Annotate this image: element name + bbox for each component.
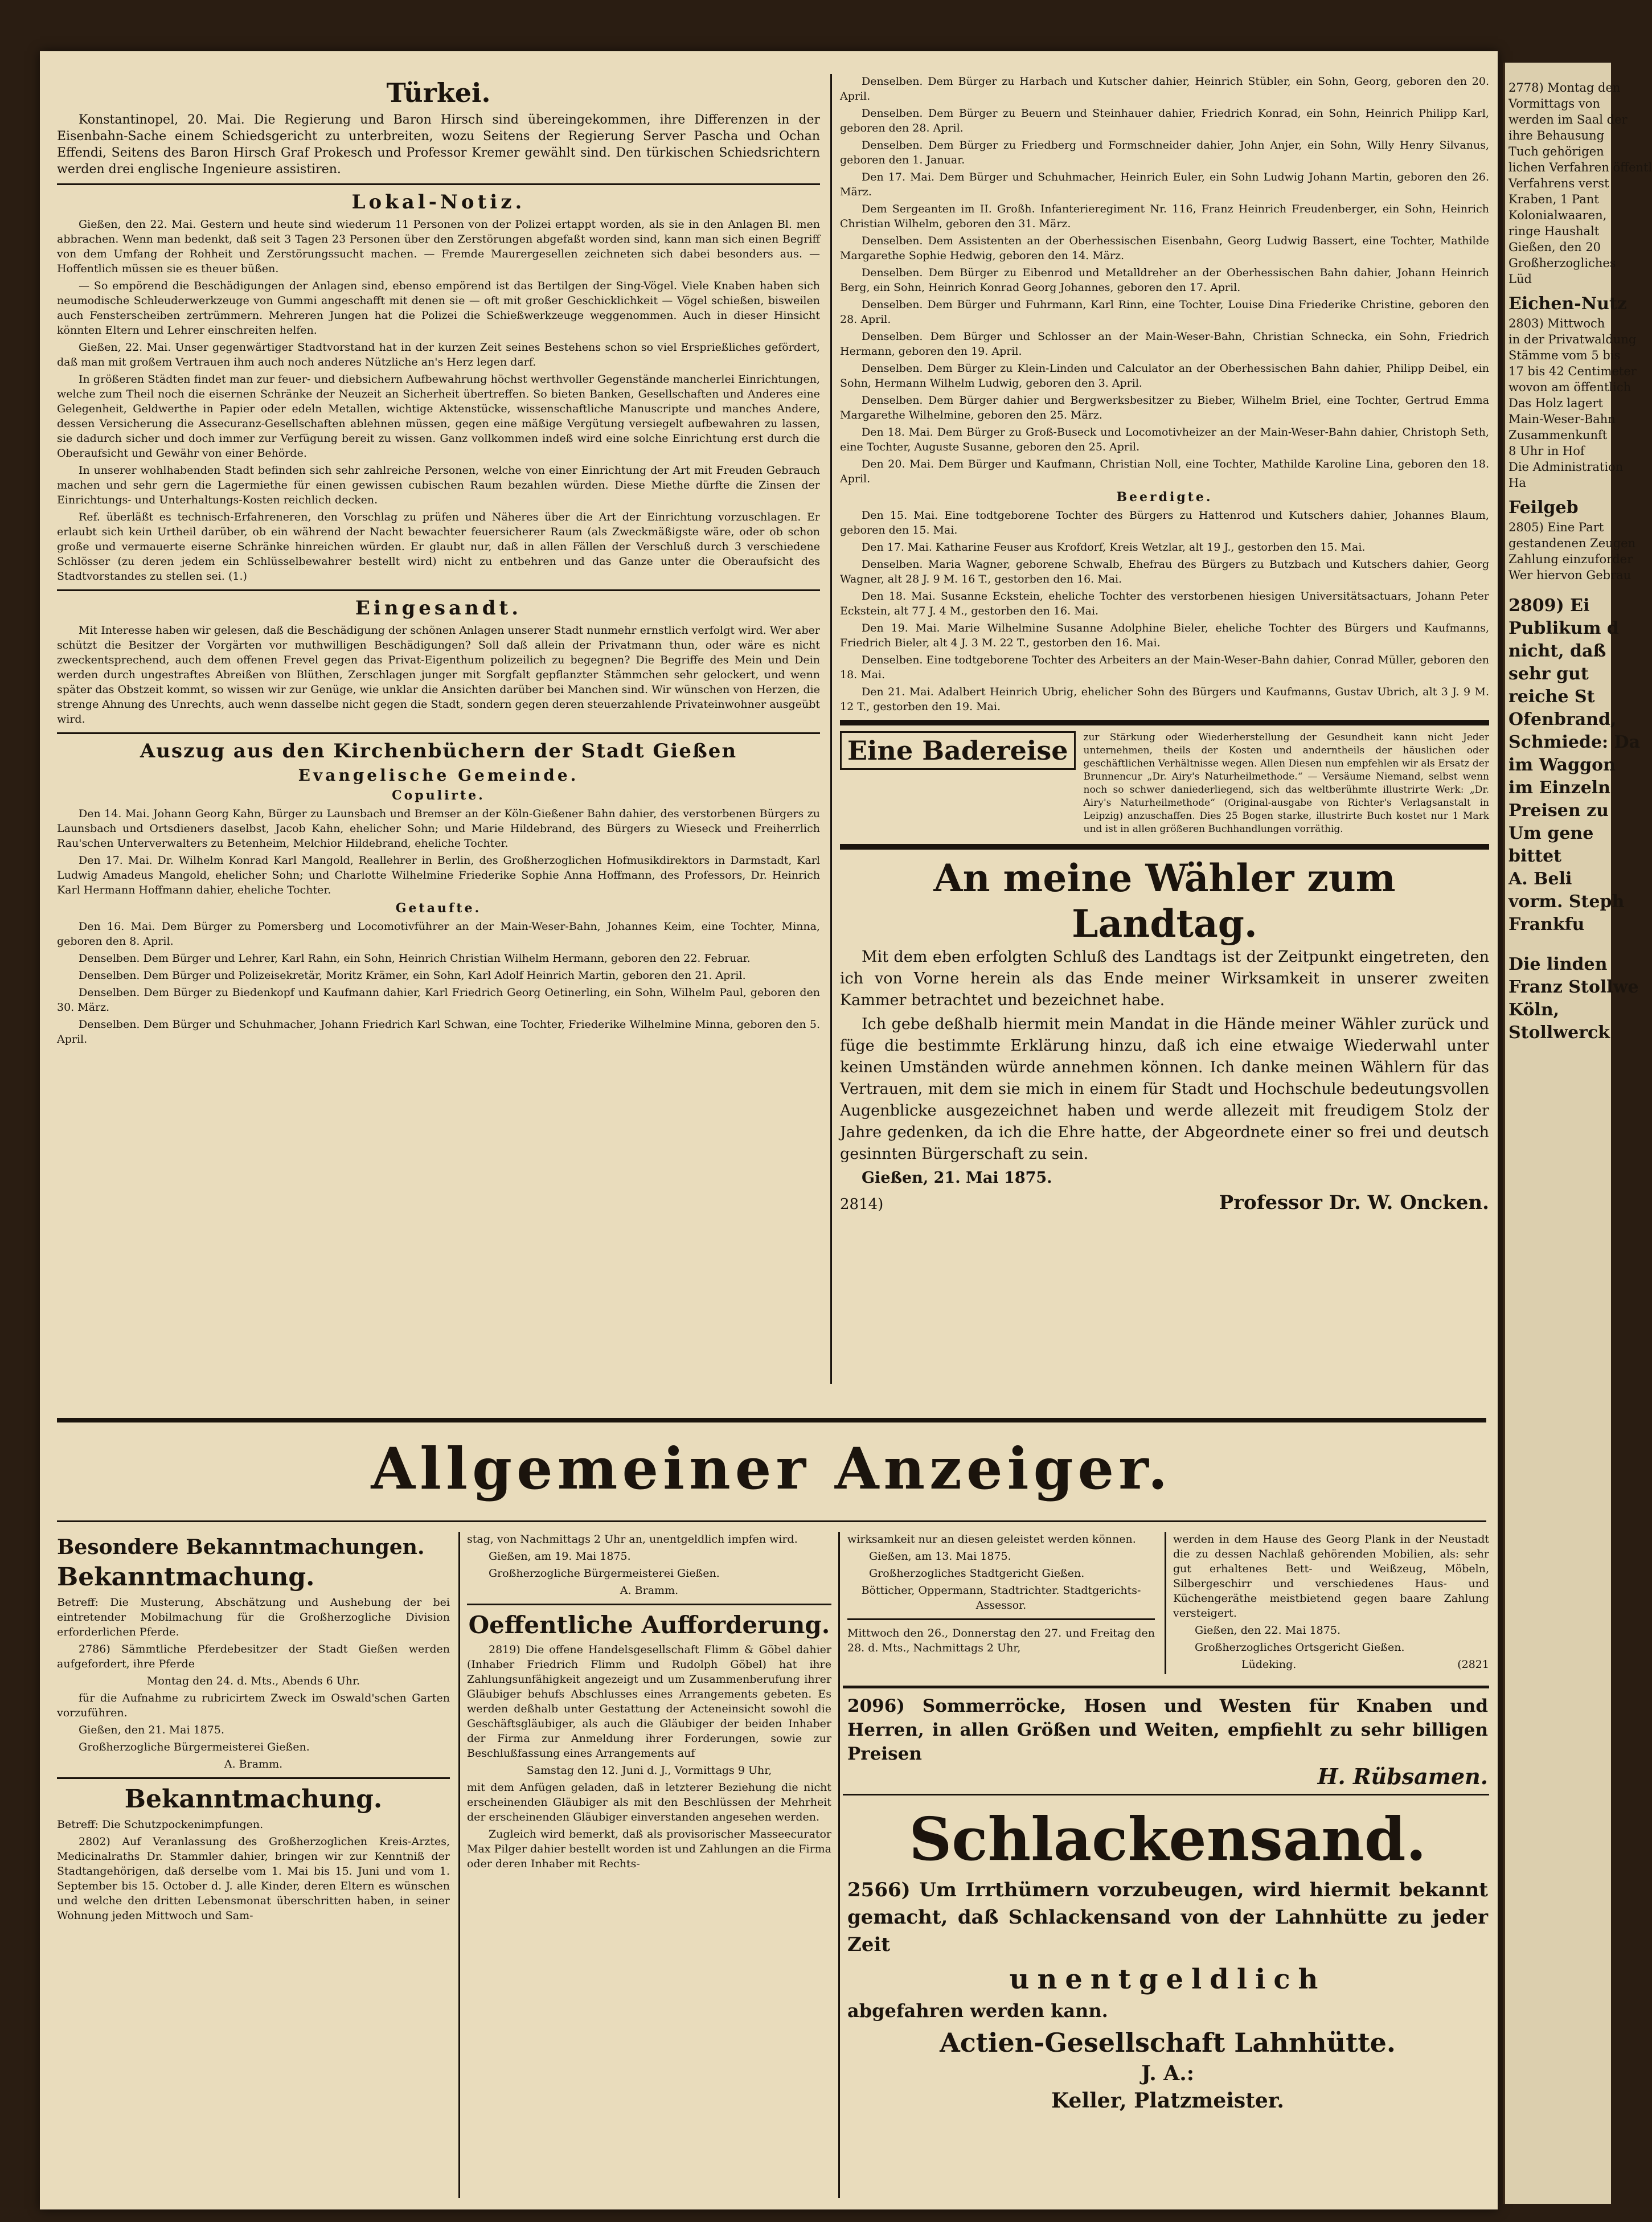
- impfung-top: stag, von Nachmittags 2 Uhr an, unentgeldlich impfen wird.: [467, 1533, 798, 1545]
- lokal-p2: — So empörend die Beschädigungen der Anlagen sind, ebenso empörend ist das Bertilgen der Sing-Vögel. Viele Knaben haben sich neumodische Schleuderwerkzeuge von Gummi angeschafft mit denen sie — oft mit großer Geschicklichkeit — Vögel schießen, bisweilen auch Fensterscheiben zertrümmern. Mehreren Jungen hat die Polizei die Schießwerkzeuge weggenommen. Auch in dieser Hinsicht könnten Eltern und Lehrer einschreiten helfen.: [57, 280, 820, 337]
- besondere-heading: Besondere Bekanntmachungen.: [57, 1535, 425, 1559]
- entry: Dem Sergeanten im II. Großh. Infanterieregiment Nr. 116, Franz Heinrich Freudenberger, ein Sohn, Heinrich Christian Wilhelm, geboren den 31. März.: [840, 203, 1489, 230]
- lokal-p6: [57, 510, 820, 584]
- entry: Denselben. Dem Bürger und Fuhrmann, Karl Rinn, eine Tochter, Louise Dina Friederike Christine, geboren den 28. April.: [840, 298, 1489, 326]
- anzeiger-title: Allgemeiner Anzeiger.: [371, 1435, 1173, 1502]
- divider: [57, 732, 820, 734]
- tuerkei-heading: Türkei.: [386, 77, 491, 108]
- adjacent-page-line: 2803) Mittwoch: [1508, 317, 1605, 330]
- anzeiger-col-1: [57, 1532, 450, 2204]
- waehler-signature-row: [840, 1191, 1489, 1214]
- adjacent-page-block-1: [1505, 80, 1652, 287]
- adjacent-page-line: Kraben, 1 Pant: [1508, 192, 1599, 206]
- entry: Denselben. Dem Bürger zu Harbach und Kutscher dahier, Heinrich Stübler, ein Sohn, Georg, geboren den 20. April.: [840, 75, 1489, 103]
- adjacent-page-line: Großherzogliches: [1508, 256, 1616, 270]
- adjacent-heading-2: Feilgeb: [1508, 498, 1579, 518]
- sommer-ad: [847, 1694, 1488, 1791]
- adjacent-page-line: ringe Haushalt: [1508, 224, 1600, 238]
- burial-entry: Denselben. Eine todtgeborene Tochter des Arbeiters an der Main-Weser-Bahn dahier, Conrad Müller, geboren den 18. Mai.: [840, 654, 1489, 681]
- adjacent-heading-3: Die linden: [1508, 954, 1608, 974]
- adjacent-page-line: Die Administration: [1508, 460, 1624, 474]
- adjacent-page-line: Gießen, den 20: [1508, 240, 1601, 254]
- stadtgericht-names: Bötticher, Oppermann, Stadtrichter. Stadtgerichts-Assessor.: [861, 1584, 1141, 1612]
- entry: Den 17. Mai. Dem Bürger und Schuhmacher, Heinrich Euler, ein Sohn Ludwig Johann Martin, geboren den 26. März.: [840, 171, 1489, 198]
- badereise-title: Eine Badereise: [840, 731, 1076, 770]
- adjacent-page-line: 2809) Ei: [1508, 596, 1590, 616]
- bekanntmachung-2-text: 2802) Auf Veranlassung des Großherzoglichen Kreis-Arztes, Medicinalraths Dr. Stammler dahier, bringen wir zur Kenntniß der Stadtangehörigen, daß derselbe vom 1. Mai bis 15. Juni und vom 1. September bis 15. October d. J. alle Kinder, deren Eltern es wünschen und welche den dritten Lebensmonat überschritten haben, in seiner Wohnung jeden Mittwoch und Sam-: [57, 1835, 450, 1922]
- adjacent-page-line: werden im Saal der: [1508, 113, 1628, 126]
- schlacken-signatory: Keller, Platzmeister.: [1051, 2089, 1284, 2113]
- impfung-auth: Großherzogliche Bürgermeisterei Gießen.: [489, 1567, 720, 1580]
- schlacken-company: Actien-Gesellschaft Lahnhütte.: [940, 2027, 1396, 2058]
- stadtgericht-auth: Großherzogliches Stadtgericht Gießen.: [869, 1567, 1085, 1580]
- lokal-p1: Gießen, den 22. Mai. Gestern und heute sind wiederum 11 Personen von der Polizei ertappt worden, als sie in den Anlagen Bl. men abbrachen. Wenn man bedenkt, daß seit 3 Tagen 23 Personen über den Zerstörungen abgefaßt worden sind, kann man sich einen Begriff von dem Umfang der Rohheit und Zerstörungssucht machen. — Fremde Maurergesellen zeichneten sich dabei besonders aus. — Hoffentlich müssen sie es theuer büßen.: [57, 218, 820, 275]
- bekanntmachung-1-title: Bekanntmachung.: [57, 1563, 315, 1592]
- bekanntmachung-1-text: 2786) Sämmtliche Pferdebesitzer der Stadt Gießen werden aufgefordert, ihre Pferde: [57, 1643, 450, 1670]
- getaufte-heading: Getaufte.: [395, 901, 482, 916]
- aufforderung-text2: mit dem Anfügen geladen, daß in letzterer Beziehung die nicht erscheinenden Gläubiger als mit den Beschlüssen der Mehrheit der erscheinenden Gläubiger einverstanden angesehen werden.: [467, 1781, 831, 1823]
- burial-entry: Den 21. Mai. Adalbert Heinrich Ubrig, ehelicher Sohn des Bürgers und Kaufmanns, Gustav Ubrich, alt 3 J. 9 M. 12 T., gestorben den 19. Mai.: [840, 686, 1489, 713]
- stadtgericht-top: wirksamkeit nur an diesen geleistet werden können.: [847, 1533, 1136, 1545]
- column-rule: [830, 74, 832, 1384]
- adjacent-page-line: gestandenen Zeugen: [1508, 536, 1636, 550]
- bekanntmachung-2-title: Bekanntmachung.: [124, 1785, 383, 1814]
- adjacent-page-line: nicht, daß: [1508, 641, 1606, 661]
- bekanntmachung-1-date: Montag den 24. d. Mts., Abends 6 Uhr.: [146, 1675, 360, 1687]
- adjacent-page-line: 2778) Montag den: [1508, 81, 1621, 95]
- bekanntmachung-1-text2: für die Aufnahme zu rubricirtem Zweck im Oswald'schen Garten vorzuführen.: [57, 1692, 450, 1719]
- waehler-place: Gießen, 21. Mai 1875.: [862, 1169, 1052, 1187]
- entry: Den 20. Mai. Dem Bürger und Kaufmann, Christian Noll, eine Tochter, Mathilde Karoline Lina, geboren den 18. April.: [840, 458, 1489, 485]
- badereise-text: zur Stärkung oder Wiederherstellung der Gesundheit kann nicht Jeder unternehmen, theils der Kosten und anderntheils der häuslichen oder geschäftlichen Verhältnisse wegen. Allen Diesen nun empfehlen wir als Ersatz der Brunnencur „Dr. Airy's Naturheilmethode.“ — Versäume Niemand, selbst wenn noch so schwer daniederliegend, sich das weltberühmte illustrirte Werk: „Dr. Airy's Naturheilmethode“ (Original-ausgabe von Richter's Verlagsanstalt in Leipzig) anzuschaffen. Dies 25 Bogen starke, illustrirte Buch kostet nur 1 Mark und ist in allen größeren Buchhandlungen vorräthig.: [1083, 732, 1489, 835]
- impfung-name: A. Bramm.: [620, 1584, 679, 1597]
- adjacent-page-line: Publikum d: [1508, 618, 1619, 638]
- divider: [843, 1794, 1489, 1795]
- anzeiger-col-2: [467, 1532, 831, 2204]
- badereise-ad: [840, 731, 1489, 838]
- aufforderung-text3: Zugleich wird bemerkt, daß als provisorischer Masseecurator Max Pilger dahier bestellt worden ist und Zahlungen an die Firma oder deren Inhaber mit Rechts-: [467, 1828, 831, 1870]
- aufforderung-text: 2819) Die offene Handelsgesellschaft Flimm & Göbel dahier (Inhaber Friedrich Flimm und Rudolph Göbel) hat ihre Zahlungsunfähigkeit angezeigt und um Zusammenberufung ihrer Gläubiger behufs Abschlusses eines Arrangements gebeten. Es werden deßhalb unter Gestattung der Acteneinsicht sowohl die Geschäftsgläubiger, als auch die Gläubiger der beiden Inhaber der Firma zur Anmeldung ihrer Forderungen, sowie zur Beschlußfassung eines Arrangements auf: [467, 1643, 831, 1760]
- adjacent-page-line: vorm. Steph: [1508, 892, 1625, 912]
- adjacent-page-edge: [1503, 63, 1652, 2204]
- anzeiger-rule-bottom: [57, 1520, 1486, 1522]
- divider-thick: [840, 720, 1489, 725]
- adjacent-page-line: Preisen zu: [1508, 801, 1609, 821]
- kirchen-heading: Auszug aus den Kirchenbüchern der Stadt Gießen: [140, 740, 737, 762]
- schlacken-ia: J. A.:: [1141, 2061, 1195, 2085]
- adjacent-page-line: im Waggon: [1508, 755, 1616, 775]
- burial-entry: Den 17. Mai. Katharine Feuser aus Krofdorf, Kreis Wetzlar, alt 19 J., gestorben den 15. Mai.: [862, 541, 1366, 554]
- schlacken-text-2: unentgeldlich: [1009, 1963, 1326, 1995]
- adjacent-page-line: Um gene: [1508, 823, 1594, 843]
- waehler-p1: Mit dem eben erfolgten Schluß des Landtags ist der Zeitpunkt eingetreten, den ich von Vorne herein als das Ende meiner Wirksamkeit in unserer zweiten Kammer betrachtet und bezeichnet habe.: [840, 948, 1489, 1009]
- adjacent-page-block-2: [1505, 315, 1637, 491]
- adjacent-page-line: A. Beli: [1508, 869, 1572, 889]
- plank-text: werden in dem Hause des Georg Plank in der Neustadt die zu dessen Nachlaß gehörenden Mobilien, als: sehr gut erhaltenes Bett- und Weißzeug, Möbeln, Silbergeschirr und verschiedenes Haus- und Küchengeräthe meistbietend gegen baare Zahlung versteigert.: [1173, 1533, 1489, 1620]
- divider: [467, 1604, 831, 1605]
- adjacent-page-line: Zahlung einzuforder: [1508, 552, 1633, 566]
- aufforderung-heading: Oeffentliche Aufforderung.: [468, 1611, 830, 1639]
- sommer-text: 2096) Sommerröcke, Hosen und Westen für Knaben und Herren, in allen Größen und Weiten, empfiehlt zu sehr billigen Preisen: [847, 1696, 1488, 1764]
- lokal-p5: In unserer wohlhabenden Stadt befinden sich sehr zahlreiche Personen, welche von einer Einrichtung der Art mit Freuden Gebrauch machen und sehr gern die Lagermiethe für einen gewissen cubischen Raum bezahlen würden. Diese Miethe dürfte die Zinsen der Einrichtungs- und Unterhaltungs-Kosten reichlich decken.: [57, 464, 820, 506]
- tuerkei-text: Konstantinopel, 20. Mai. Die Regierung und Baron Hirsch sind übereingekommen, ihre Differenzen in der Eisenbahn-Sache einem Schiedsgericht zu unterbreiten, wozu Seitens der Regierung Server Pascha und Ochan Effendi, Seitens des Baron Hirsch Graf Prokesch und Professor Kremer gewählt sind. Den türkischen Schiedsrichtern werden drei englische Ingenieure assistiren.: [57, 113, 820, 177]
- adjacent-page-line: Main-Weser-Bahn: [1508, 412, 1616, 426]
- adjacent-page-block-5: [1505, 976, 1639, 1044]
- lokal-p3: Gießen, 22. Mai. Unser gegenwärtiger Stadtvorstand hat in der kurzen Zeit seines Bestehens schon so viel Ersprießliches gefördert, daß man mit großem Vertrauen ihm auch noch anderes Nützliche an's Herz legen darf.: [57, 341, 820, 368]
- bekanntmachung-1-betreff: Betreff: Die Musterung, Abschätzung und Aushebung der bei eintretender Mobilmachung für die Großherzogliche Division erforderlichen Pferde.: [57, 1596, 450, 1638]
- adjacent-page-line: 2805) Eine Part: [1508, 520, 1604, 534]
- copulirte-1: Den 14. Mai. Johann Georg Kahn, Bürger zu Launsbach und Bremser an der Köln-Gießener Bahn dahier, des verstorbenen Bürgers zu Launsbach und Ortsdieners daselbst, Jacob Kahn, ehelicher Sohn; und Marie Hildebrand, des Bürgers zu Wieseck und Freiherrlich Rau'schen Unterverwalters zu Betenheim, Melchior Hildebrand, eheliche Tochter.: [57, 807, 820, 850]
- eingesandt-heading: Eingesandt.: [355, 597, 522, 620]
- getaufte-5: Denselben. Dem Bürger und Schuhmacher, Johann Friedrich Karl Schwan, eine Tochter, Friederike Wilhelmine Minna, geboren den 5. April.: [57, 1018, 820, 1046]
- sommer-name: H. Rübsamen.: [1317, 1764, 1488, 1789]
- waehler-title: An meine Wähler zum Landtag.: [933, 856, 1396, 946]
- getaufte-2: Denselben. Dem Bürger und Lehrer, Karl Rahn, ein Sohn, Heinrich Christian Wilhelm Hermann, geboren den 22. Februar.: [79, 952, 751, 965]
- left-column: [57, 74, 820, 1384]
- getaufte-4: Denselben. Dem Bürger zu Biedenkopf und Kaufmann dahier, Karl Friedrich Georg Oetinerling, ein Sohn, Wilhelm Paul, geboren den 30. März.: [57, 986, 820, 1014]
- adjacent-page-line: ihre Behausung: [1508, 129, 1605, 142]
- adjacent-page-line: lichen Verfahren öffentl: [1508, 161, 1652, 174]
- bekanntmachung-1-place: Gießen, den 21. Mai 1875.: [79, 1724, 224, 1736]
- divider: [57, 183, 820, 185]
- adjacent-page-line: Zusammenkunft: [1508, 428, 1608, 442]
- entry: Denselben. Dem Bürger zu Eibenrod und Metalldreher an der Oberhessischen Bahn dahier, Johann Heinrich Berg, ein Sohn, Heinrich Konrad Georg Johannes, geboren den 17. April.: [840, 267, 1489, 294]
- adjacent-page-line: Franz Stollwe: [1508, 977, 1639, 997]
- column-rule: [458, 1532, 460, 2198]
- entry: Denselben. Dem Bürger zu Beuern und Steinhauer dahier, Friedrich Konrad, ein Sohn, Heinrich Philipp Karl, geboren den 28. April.: [840, 107, 1489, 134]
- divider-thick: [840, 844, 1489, 850]
- bekanntmachung-1-auth: Großherzogliche Bürgermeisterei Gießen.: [79, 1741, 310, 1753]
- eingesandt-text: Mit Interesse haben wir gelesen, daß die Beschädigung der schönen Anlagen unserer Stadt nunmehr ernstlich verfolgt wird. Wer aber schützt die Besitzer der Vorgärten vor muthwilligen Beschädigungen? Soll daß allein der Privatmann thun, oder wäre es nicht zweckentsprechend, auch dem offenen Frevel gegen das Privat-Eigenthum polizeilich zu begegnen? Die Begriffe des Mein und Dein werden durch ungestraftes Abreißen von Blüthen, Zerschlagen junger mit Sorgfalt gepflanzter Stämmchen sehr gelockert, und wenn später das Obstzeit kommt, so wissen wir zur Genüge, wie unklar die Ansichten darüber bei Manchen sind. Wir wünschen von Herzen, die strenge Ahnung des Unrechts, auch wenn dasselbe nicht gegen die Stadt, sondern gegen deren steuerzahlende Privateinwohner ausgeübt wird.: [57, 624, 820, 725]
- entry: Denselben. Dem Bürger zu Friedberg und Formschneider dahier, John Anjer, ein Sohn, Willy Henry Silvanus, geboren den 1. Januar.: [840, 139, 1489, 166]
- entry: Den 18. Mai. Dem Bürger zu Groß-Buseck und Locomotivheizer an der Main-Weser-Bahn dahier, Christoph Seth, eine Tochter, Auguste Susanne, geboren den 25. April.: [840, 426, 1489, 453]
- lokal-p6-num: (1.): [228, 570, 247, 583]
- adjacent-page-line: Tuch gehörigen: [1508, 145, 1604, 158]
- plank-sign-row: [1173, 1657, 1489, 1674]
- aufforderung-date: Samstag den 12. Juni d. J., Vormittags 9 Uhr,: [526, 1764, 772, 1777]
- adjacent-page-line: 17 bis 42 Centimeter: [1508, 364, 1637, 378]
- stadtgericht-place: Gießen, am 13. Mai 1875.: [869, 1550, 1011, 1563]
- adjacent-page-line: im Einzeln: [1508, 778, 1610, 798]
- divider: [57, 1777, 450, 1779]
- waehler-p2: Ich gebe deßhalb hiermit mein Mandat in die Hände meiner Wähler zurück und füge die bestimmte Erklärung hinzu, daß ich eine etwaige Wiederwahl unter keinen Umständen würde annehmen können. Ich danke meinen Wählern für das Vertrauen, mit dem sie mich in einem für Stadt und Hochschule bedeutungsvollen Augenblicke ausgezeichnet haben und werde allezeit mit freudigem Stolz der Jahre gedenken, da ich die Ehre hatte, der Abgeordnete einer so frei und deutsch gesinnten Bürgerschaft zu sein.: [840, 1015, 1489, 1163]
- waehler-signature: Professor Dr. W. Oncken.: [1219, 1191, 1489, 1214]
- entry: Denselben. Dem Assistenten an der Oberhessischen Eisenbahn, Georg Ludwig Bassert, eine Tochter, Mathilde Margarethe Sophie Hedwig, geboren den 14. März.: [840, 235, 1489, 262]
- adjacent-page-line: wovon am öffentlich: [1508, 380, 1631, 394]
- entry: Denselben. Dem Bürger und Schlosser an der Main-Weser-Bahn, Christian Schnecka, ein Sohn, Friedrich Hermann, geboren den 19. April.: [840, 330, 1489, 358]
- plank-num: (2821: [1457, 1658, 1489, 1671]
- adjacent-page-line: Schmiede: Da: [1508, 732, 1641, 752]
- adjacent-page-line: Lüd: [1508, 272, 1532, 286]
- schlacken-title: Schlackensand.: [909, 1804, 1426, 1874]
- burial-entry: Den 18. Mai. Susanne Eckstein, eheliche Tochter des verstorbenen hiesigen Universitätsactuars, Johann Peter Eckstein, alt 77 J. 4 M., gestorben den 16. Mai.: [840, 590, 1489, 617]
- burial-entry: Den 15. Mai. Eine todtgeborene Tochter des Bürgers zu Hattenrod und Kutschers dahier, Johannes Blaum, geboren den 15. Mai.: [840, 509, 1489, 536]
- bekanntmachung-1-name: A. Bramm.: [224, 1758, 283, 1770]
- schlacken-text-3: abgefahren werden kann.: [847, 2000, 1108, 2022]
- adjacent-page-line: Ha: [1508, 476, 1526, 490]
- adjacent-heading-1: Eichen-Nutz: [1508, 294, 1627, 314]
- getaufte-1: Den 16. Mai. Dem Bürger zu Pomersberg und Locomotivführer an der Main-Weser-Bahn, Johannes Keim, eine Tochter, Minna, geboren den 8. April.: [57, 920, 820, 948]
- divider: [847, 1618, 1155, 1620]
- adjacent-page-line: Vormittags von: [1508, 97, 1600, 110]
- burial-entry: Denselben. Maria Wagner, geborene Schwalb, Ehefrau des Bürgers zu Butzbach und Kutschers dahier, Georg Wagner, alt 28 J. 9 M. 16 T., gestorben den 16. Mai.: [840, 558, 1489, 585]
- lokal-p6-text: Ref. überläßt es technisch-Erfahreneren, den Vorschlag zu prüfen und Näheres über die Art der Einrichtung vorzuschlagen. Er erlaubt sich kein Urtheil darüber, ob ein während der Nacht bewachter feuersicherer Raum (als Zweckmäßigste wäre, oder ob schon große und vermauerte eiserne Schränke hinreichen würden. Er glaubt nur, daß in allen Fällen der Verschluß durch 3 verschiedene Schlösser (zu deren jedem ein Schlüsselbewahrer bestellt wird) nicht zu entbehren und das Ganze unter die Oberaufsicht des Stadtvorstandes zu stellen sei.: [57, 511, 820, 583]
- adjacent-page-line: Kolonialwaaren,: [1508, 208, 1607, 222]
- copulirte-2: Den 17. Mai. Dr. Wilhelm Konrad Karl Mangold, Reallehrer in Berlin, des Großherzoglichen Hofmusikdirektors in Darmstadt, Karl Ludwig Amadeus Mangold, ehelicher Sohn; und Charlotte Wilhelmine Friederike Sophie Anna Hoffmann, des Professors, Dr. Heinrich Karl Hermann Hoffmann dahier, eheliche Tochter.: [57, 854, 820, 896]
- adjacent-page-line: bittet: [1508, 846, 1562, 866]
- adjacent-page-line: Stämme vom 5 bis: [1508, 349, 1621, 362]
- kirchen-sub: Evangelische Gemeinde.: [298, 766, 579, 785]
- adjacent-page-line: Frankfu: [1508, 915, 1585, 934]
- adjacent-page-line: Köln,: [1508, 1000, 1560, 1020]
- adjacent-page-line: Verfahrens verst: [1508, 177, 1609, 190]
- copulirte-heading: Copulirte.: [392, 788, 485, 803]
- adjacent-page-line: Das Holz lagert: [1508, 396, 1603, 410]
- anzeiger-col-3: [847, 1532, 1155, 1680]
- plank-auth: Großherzogliches Ortsgericht Gießen.: [1195, 1641, 1405, 1654]
- getaufte-3: Denselben. Dem Bürger und Polizeisekretär, Moritz Krämer, ein Sohn, Karl Adolf Heinrich Martin, geboren den 21. April.: [79, 969, 746, 982]
- plank-place: Gießen, den 22. Mai 1875.: [1195, 1624, 1341, 1637]
- auction-dates: Mittwoch den 26., Donnerstag den 27. und Freitag den 28. d. Mts., Nachmittags 2 Uhr,: [847, 1627, 1155, 1654]
- column-rule: [1165, 1532, 1166, 1674]
- bekanntmachung-2-betreff: Betreff: Die Schutzpockenimpfungen.: [57, 1818, 264, 1831]
- schlacken-ad: [847, 1802, 1488, 2201]
- adjacent-page-line: 8 Uhr in Hof: [1508, 444, 1585, 458]
- adjacent-page-line: reiche St: [1508, 687, 1595, 707]
- waehler-num: 2814): [840, 1196, 884, 1213]
- entry: Denselben. Dem Bürger zu Klein-Linden und Calculator an der Oberhessischen Bahn dahier, Philipp Deibel, ein Sohn, Hermann Wilhelm Ludwig, geboren den 3. April.: [840, 362, 1489, 390]
- entry: Denselben. Dem Bürger dahier und Bergwerksbesitzer zu Bieber, Wilhelm Briel, eine Tochter, Gertrud Emma Margarethe Wilhelmine, geboren den 25. März.: [840, 394, 1489, 421]
- beerdigte-heading: Beerdigte.: [1116, 490, 1213, 505]
- anzeiger-rule-top: [57, 1418, 1486, 1422]
- newspaper-page: [40, 51, 1498, 2209]
- lokal-heading: Lokal-Notiz.: [351, 191, 526, 214]
- adjacent-page-line: Stollwerck: [1508, 1023, 1610, 1043]
- anzeiger-col-4: [1173, 1532, 1489, 1680]
- adjacent-page-line: sehr gut: [1508, 664, 1589, 684]
- impfung-place: Gießen, am 19. Mai 1875.: [489, 1550, 631, 1563]
- burial-entry: Den 19. Mai. Marie Wilhelmine Susanne Adolphine Bieler, eheliche Tochter des Bürgers und Kaufmanns, Friedrich Bieler, alt 4 J. 3 M. 22 T., gestorben den 16. Mai.: [840, 622, 1489, 649]
- adjacent-page-line: Ofenbrand,: [1508, 710, 1617, 729]
- column-rule: [838, 1532, 840, 2198]
- lokal-p4: In größeren Städten findet man zur feuer- und diebsichern Aufbewahrung höchst werthvoller Gegenstände mancherlei Einrichtungen, welche zum Theil noch die eisernen Schränke der Neuzeit an Sicherheit übertreffen. So bieten Banken, Gesellschaften und Anderes eine Gelegenheit, Geldwerthe in Papier oder edeln Metallen, wichtige Aktenstücke, wissenschaftliche Manuscripte und manches Andere, dessen Versicherung die Assecuranz-Gesellschaften ablehnen müssen, gegen eine mäßige Vergütung versiegelt aufbewahren zu lassen, sie dadurch sicher und doch immer zur Verfügung bereit zu wissen. Ganz vollkommen indeß wird eine solche Einrichtung erst durch die Oberaufsicht und Gewähr von einer Behörde.: [57, 373, 820, 460]
- adjacent-page-line: Wer hiervon Gebrau: [1508, 568, 1631, 582]
- adjacent-page-block-3: [1505, 519, 1636, 583]
- plank-name: Lüdeking.: [1241, 1658, 1297, 1671]
- schlacken-text-1: 2566) Um Irrthümern vorzubeugen, wird hiermit bekannt gemacht, daß Schlackensand von der Lahnhütte zu jeder Zeit: [847, 1879, 1488, 1956]
- divider: [57, 589, 820, 591]
- right-column: [840, 74, 1489, 1384]
- adjacent-page-line: in der Privatwaldung: [1508, 333, 1637, 346]
- divider-thick: [843, 1686, 1489, 1688]
- adjacent-page-block-4: [1505, 595, 1641, 936]
